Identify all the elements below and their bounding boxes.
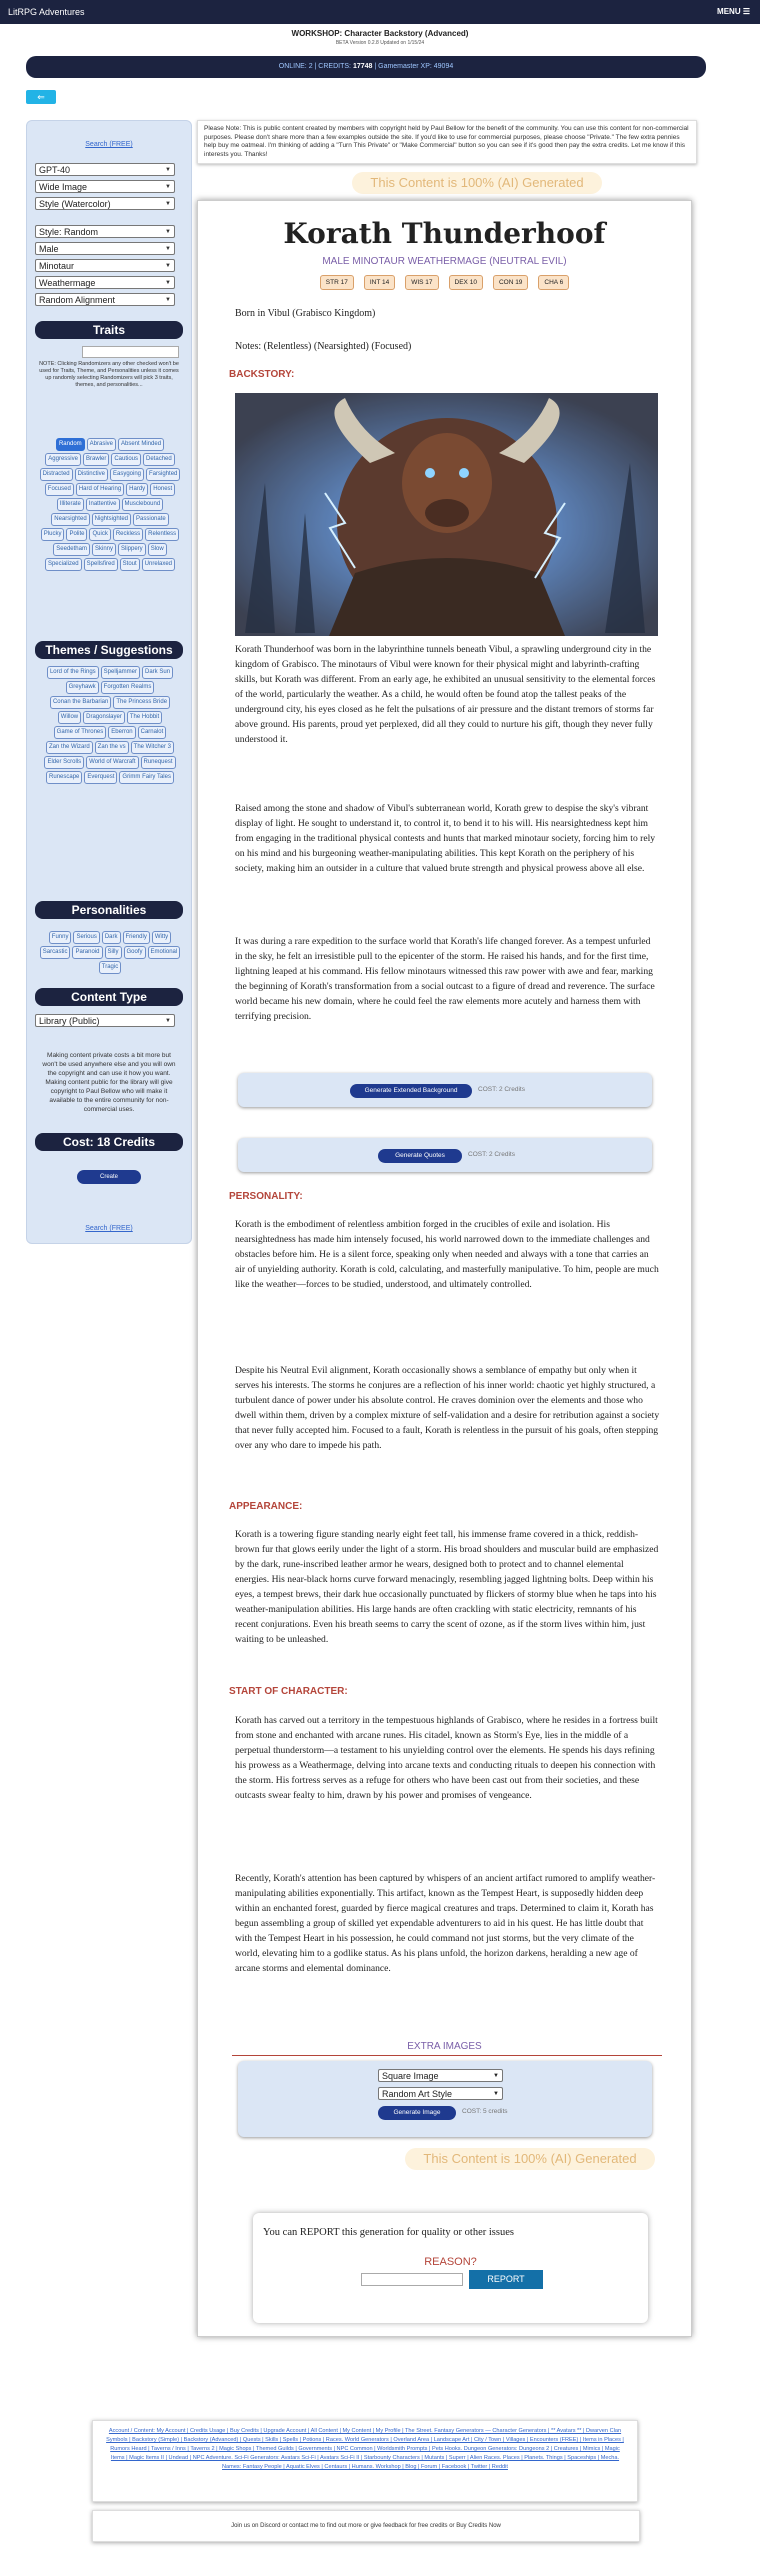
stats-row <box>198 275 691 290</box>
quotes-box <box>238 1138 652 1172</box>
stat-con: CON 19 <box>493 275 528 290</box>
character-notes: Notes: (Relentless) (Nearsighted) (Focused) <box>235 341 412 352</box>
trait-chip[interactable]: Quick <box>89 528 110 541</box>
theme-chip[interactable]: Runequest <box>141 756 176 769</box>
search-free-link[interactable]: Search (FREE) <box>85 141 133 148</box>
theme-chip[interactable]: The Witcher 3 <box>131 741 174 754</box>
theme-chip[interactable]: Willow <box>58 711 81 724</box>
trait-chip[interactable]: Aggressive <box>45 453 81 466</box>
theme-chip[interactable]: Carnalot <box>138 726 167 739</box>
personality-paragraph: Korath is the embodiment of relentless ambition forged in the crucibles of exile and isolation. His nearsightedness has made him intensely focused, his world narrowed down to the immediate challenges and obstacles before him. He is a silent force, speaking only when needed and always with a tone that carries an air of unyielding authority. Korath is cold, calculating, and masterfully manipulative. To him, people are much like the weather—forces to be studied, understood, and ultimately controlled. <box>235 1219 659 1290</box>
theme-chip[interactable]: Everquest <box>84 771 117 784</box>
content-type-select[interactable] <box>35 1014 175 1027</box>
create-button[interactable]: Create <box>77 1170 141 1184</box>
personality-chip[interactable]: Dark <box>102 931 121 944</box>
trait-chip[interactable]: Distracted <box>40 468 73 481</box>
extra-images-box <box>238 2061 652 2137</box>
report-panel <box>253 2213 648 2323</box>
personality-chip[interactable]: Paranoid <box>72 946 102 959</box>
chevron-down-icon: ▼ <box>493 2091 499 2097</box>
theme-chip[interactable]: The Hobbit <box>127 711 162 724</box>
theme-chip[interactable]: Game of Thrones <box>54 726 107 739</box>
character-name: Korath Thunderhoof <box>283 217 606 250</box>
birthplace: Born in Vibul (Grabisco Kingdom) <box>235 308 376 319</box>
cost-heading: Cost: 18 Credits <box>35 1133 183 1151</box>
quotes-cost: COST: 2 Credits <box>468 1151 515 1158</box>
footer-community-text[interactable]: Join us on Discord or contact me to find out more or give feedback for free credits or Buy Credits Now <box>231 2523 501 2529</box>
race-value: Minotaur <box>39 261 75 271</box>
themes-heading: Themes / Suggestions <box>35 641 183 659</box>
backstory-heading: BACKSTORY: <box>229 369 295 380</box>
character-portrait <box>235 393 658 636</box>
style-random-select[interactable] <box>35 225 175 238</box>
personality-chip[interactable]: Witty <box>152 931 171 944</box>
extended-background-box <box>238 1073 652 1107</box>
trait-chip[interactable]: Farsighted <box>146 468 180 481</box>
stat-dex: DEX 10 <box>449 275 483 290</box>
image-size-value: Wide Image <box>39 182 88 192</box>
art-style-value: Style (Watercolor) <box>39 199 111 209</box>
trait-chip[interactable]: Slippery <box>118 543 146 556</box>
personality-heading: PERSONALITY: <box>229 1191 303 1202</box>
trait-chip[interactable]: Relentless <box>145 528 179 541</box>
trait-chip[interactable]: Inattentive <box>86 498 120 511</box>
trait-chip[interactable]: Detached <box>143 453 175 466</box>
trait-chip[interactable]: Polite <box>66 528 87 541</box>
chevron-down-icon: ▼ <box>165 1018 171 1024</box>
theme-chip[interactable]: Greyhawk <box>66 681 99 694</box>
theme-chip[interactable]: The Princess Bride <box>113 696 170 709</box>
trait-chip[interactable]: Distinctive <box>75 468 108 481</box>
traits-custom-input[interactable] <box>82 346 179 358</box>
stat-str: STR 17 <box>320 275 354 290</box>
theme-chip[interactable]: Dragonslayer <box>83 711 125 724</box>
trait-chip[interactable]: Brawler <box>83 453 109 466</box>
trait-chip[interactable]: Plucky <box>41 528 65 541</box>
themes-list <box>39 666 181 784</box>
class-select[interactable] <box>35 276 175 289</box>
image-cost: COST: 5 credits <box>462 2108 508 2115</box>
search-free-link-bottom[interactable]: Search (FREE) <box>85 1225 133 1232</box>
extra-art-style-value: Random Art Style <box>382 2089 453 2099</box>
trait-chip[interactable]: Specialized <box>45 558 82 571</box>
footer-links <box>92 2420 638 2502</box>
trait-chip[interactable]: Unrelaxed <box>142 558 175 571</box>
personality-chip[interactable]: Sarcastic <box>40 946 71 959</box>
trait-chip[interactable]: Illiterate <box>57 498 84 511</box>
theme-chip[interactable]: Zan the Wizard <box>46 741 93 754</box>
chevron-down-icon: ▼ <box>165 246 171 252</box>
trait-chip[interactable]: Random <box>56 438 85 451</box>
background-cost: COST: 2 Credits <box>478 1086 525 1093</box>
theme-chip[interactable]: Eberron <box>108 726 135 739</box>
trait-chip[interactable]: Passionate <box>133 513 169 526</box>
workshop-version: BETA Version 0.2.8 Updated on 1/15/24 <box>335 40 425 46</box>
appearance-paragraph: Korath is a towering figure standing nearly eight feet tall, his immense frame covered in a thick, reddish-brown fur that glows eerily under the light of a storm. His broad shoulders and muscular build are emphasized by the dark, rune-inscribed leather armor he wears, designed both to protect and to channel elemental energies. His near-black horns curve forward menacingly, resembling jagged lightning bolts. Deep within his eyes, a tempest brews, their dark hue occasionally punctuated by flickers of stormy blue when he taps into his weather-manipulation abilities. His large hands are often crackling with static electricity, remnants of his recent conjurations. Even his breath seems to carry the scent of ozone, as if the storm lives within him, just waiting to be unleashed. <box>235 1529 659 1645</box>
gender-select[interactable] <box>35 242 175 255</box>
chevron-down-icon: ▼ <box>165 167 171 173</box>
sidebar <box>26 120 192 1244</box>
personality-chip[interactable]: Goofy <box>124 946 146 959</box>
trait-chip[interactable]: Musclebound <box>122 498 164 511</box>
back-button[interactable]: ⇐ <box>26 90 56 104</box>
extra-images-divider <box>232 2055 662 2056</box>
chevron-down-icon: ▼ <box>165 263 171 269</box>
style-random-value: Style: Random <box>39 227 99 237</box>
status-bar <box>26 56 706 78</box>
generate-background-button[interactable]: Generate Extended Background <box>350 1084 472 1098</box>
start-heading: START OF CHARACTER: <box>229 1686 348 1697</box>
personality-chip[interactable]: Silly <box>105 946 122 959</box>
generate-quotes-button[interactable]: Generate Quotes <box>378 1149 462 1163</box>
footer-site-links[interactable]: Account / Content: My Account | Credits Usage | Buy Credits | Upgrade Account | All Content | My Content | My Profile | The Street. Fantasy Generators — Character Generators | ** Avatars ** | Dwarven Clan Symbols | Backstory (Simple) | Backstory (Advanced) | Quests | Skills | Spells | Potions | Races. World Generators | Overland Area | Landscape Art | City / Town | Villages | Encounters (FREE) | Items in Places | Rumors Heard | Taverns / Inns | Taverns 2 | Magic Shops | Themed Guilds | Governments | NPC Common | Worldsmith Prompts | Pets Hooks. Dungeon Generators: Dungeons 2 | Creatures | Mimics | Magic Items | Magic Items II | Undead | NPC Adventure. Sci-Fi Generators: Avatars Sci-Fi | Avatars Sci-Fi II | Starbounty Characters | Mutants | Superr | Alien Races. Places | Planets. Things | Spaceships | Mecha. Names: Fantasy People | Aquatic Elves | Centaurs | Humans. Workshop | Blog | Forum | Facebook | Twitter | Reddit <box>106 2428 624 2470</box>
stat-wis: WIS 17 <box>405 275 438 290</box>
model-select-value: GPT-40 <box>39 165 71 175</box>
backstory-paragraph: Raised among the stone and shadow of Vibul's subterranean world, Korath grew to despise the sky's vibrant display of light. He sought to understand it, to control it, to bend it to his will. His nearsightedness kept him from engaging in the traditional physical contests and hunts that marked minotaur society, forcing him to rely on his mind and his burgeoning weather-manipulating abilities. This kept Korath on the periphery of his society, making him an outsider in a culture that valued brute strength and physical prowess above all else. <box>235 803 656 874</box>
start-paragraph: Korath has carved out a territory in the tempestuous highlands of Grabisco, where he resides in a fortress built from stone and enchanted with arcane runes. His citadel, known as Storm's Eye, lies in the middle of a perpetual thunderstorm—a testament to his unyielding control over the elements. He spends his days refining his prowess as a Weathermage, delving into arcane texts and conducting rituals to deepen his connection with the storm. His fortress serves as a refuge for others who have been cast out from their societies, and these outcasts swear fealty to him, drawn by his power and promises of vengeance. <box>235 1715 658 1801</box>
character-subtitle: MALE MINOTAUR WEATHERMAGE (NEUTRAL EVIL) <box>322 256 567 267</box>
ai-generated-badge: This Content is 100% (AI) Generated <box>352 172 602 194</box>
trait-chip[interactable]: Hard of Hearing <box>76 483 124 496</box>
extra-image-size-value: Square Image <box>382 2071 439 2081</box>
traits-heading: Traits <box>35 321 183 339</box>
chevron-down-icon: ▼ <box>165 184 171 190</box>
theme-chip[interactable]: Spelljammer <box>101 666 140 679</box>
workshop-title: WORKSHOP: Character Backstory (Advanced) <box>291 29 469 38</box>
trait-chip[interactable]: Spellsfired <box>84 558 118 571</box>
race-select[interactable] <box>35 259 175 272</box>
personality-paragraph: Despite his Neutral Evil alignment, Korath occasionally shows a semblance of empathy but only when it serves his interests. The storms he conjures are a reflection of his inner world: chaotic yet highly structured, a turbulent dance of power under his absolute control. He craves dominion over the elements and those who dwell within them, driven by a complex mixture of self-validation and a desire for retribution against a society that never fully accepted him. Focused to a fault, Korath is relentless in the pursuit of his goals, often stepping over any who dare to impede his path. <box>235 1365 660 1451</box>
stat-int: INT 14 <box>364 275 395 290</box>
site-brand[interactable]: LitRPG Adventures <box>8 7 85 17</box>
alignment-value: Random Alignment <box>39 295 116 305</box>
theme-chip[interactable]: Dark Sun <box>142 666 173 679</box>
theme-chip[interactable]: Runescape <box>46 771 82 784</box>
question-icon: ? <box>470 2256 477 2268</box>
trait-chip[interactable]: Stout <box>120 558 140 571</box>
content-type-note: Making content private costs a bit more but won't be used anywhere else and you will own the copyright and can use it how you want. Making content public for the library will give copyright to Paul Bellow who will make it available to the entire community for non-commercial uses. <box>42 1052 176 1113</box>
appearance-heading: APPEARANCE: <box>229 1501 303 1512</box>
character-card <box>197 200 692 2337</box>
reason-label-text: REASON <box>424 2256 471 2268</box>
personality-chip[interactable]: Tragic <box>99 961 121 974</box>
theme-chip[interactable]: Elder Scrolls <box>44 756 84 769</box>
xp-label: | Gamemaster XP: <box>374 63 432 70</box>
theme-chip[interactable]: Grimm Fairy Tales <box>119 771 174 784</box>
traits-note: NOTE: Clicking Randomizers any other checked won't be used for Traits, Theme, and Personalities unless it comes up randomly selecting Randomizers will pick 3 traits, themes, and personalities... <box>39 361 179 388</box>
art-style-select[interactable] <box>35 197 175 210</box>
trait-chip[interactable]: Focused <box>45 483 74 496</box>
trait-chip[interactable]: Hardy <box>126 483 148 496</box>
class-value: Weathermage <box>39 278 96 288</box>
footer-community <box>92 2510 640 2542</box>
trait-chip[interactable]: Nightsighted <box>92 513 131 526</box>
personality-chip[interactable]: Friendly <box>123 931 150 944</box>
theme-chip[interactable]: Zan the vs <box>95 741 129 754</box>
trait-chip[interactable]: Slow <box>148 543 167 556</box>
model-select[interactable] <box>35 163 175 176</box>
theme-chip[interactable]: Conan the Barbarian <box>50 696 111 709</box>
trait-chip[interactable]: Easygoing <box>110 468 144 481</box>
trait-chip[interactable]: Seedetham <box>53 543 90 556</box>
chevron-down-icon: ▼ <box>165 201 171 207</box>
image-size-select[interactable] <box>35 180 175 193</box>
backstory-paragraph: Korath Thunderhoof was born in the labyrinthine tunnels beneath Vibul, a sprawling underground city in the kingdom of Grabisco. The minotaurs of Vibul were known for their physical might and labyrinth-crafting skills, but Korath was different. From an early age, he exhibited an unusual sensitivity to the elemental forces of the world, particularly the weather. As a child, he would often be found atop the tallest peaks of the underground city, his eyes closed as he felt the pulsations of air pressure and the distant tremors of storms far above ground. His parents, proud yet perplexed, did all they could to nurture his gift, though they never fully understood it. <box>235 644 656 745</box>
top-navbar <box>0 0 760 24</box>
reason-input[interactable] <box>361 2273 463 2286</box>
ai-generated-badge-bottom: This Content is 100% (AI) Generated <box>405 2148 655 2170</box>
extra-image-size-select[interactable] <box>378 2069 503 2082</box>
credits-value: 17748 <box>352 63 373 70</box>
trait-chip[interactable]: Absent Minded <box>118 438 164 451</box>
personalities-heading: Personalities <box>35 901 183 919</box>
personality-chip[interactable]: Funny <box>49 931 72 944</box>
backstory-paragraph: It was during a rare expedition to the surface world that Korath's life changed forever. As a tempest unfurled in the sky, he felt an irresistible pull to the epicenter of the storm. He raised his hands, and for the first time, lightning leaped at his command. His fellow minotaurs witnessed this raw power with awe and fear, marking the beginning of Korath's transformation from a social outcast to a figure of dread and reverence. The surface world became his new domain, where he could feel the raw elements more acutely and harness them with terrifying precision. <box>235 936 655 1022</box>
xp-value: 49094 <box>433 63 454 70</box>
chevron-down-icon: ▼ <box>165 280 171 286</box>
report-button[interactable]: REPORT <box>469 2270 543 2289</box>
online-label: ONLINE: 2 | CREDITS: <box>278 63 351 70</box>
personality-chip[interactable]: Emotional <box>148 946 181 959</box>
chevron-down-icon: ▼ <box>493 2073 499 2079</box>
trait-chip[interactable]: Nearsighted <box>51 513 89 526</box>
menu-button[interactable]: MENU ☰ <box>717 7 750 16</box>
traits-list <box>39 438 181 571</box>
extra-images-title: EXTRA IMAGES <box>407 2041 482 2052</box>
extra-art-style-select[interactable] <box>378 2087 503 2100</box>
report-prompt: You can REPORT this generation for quality or other issues <box>263 2227 514 2238</box>
start-paragraph: Recently, Korath's attention has been captured by whispers of an ancient artifact rumored to amplify weather-manipulating abilities exponentially. This artifact, known as the Tempest Heart, is supposedly hidden deep within an enchanted forest, guarded by fierce magical creatures and traps. Determined to claim it, Korath has begun assembling a group of skilled yet expendable adventurers to aid in his quest. He has little doubt that with the Tempest Heart in his possession, he could command not just storms, but the very climate of the world, elevating him to a godlike status. As his plans unfold, the horizon darkens, heralding a new age of arcane storms and elemental dominance. <box>235 1873 656 1974</box>
theme-chip[interactable]: World of Warcraft <box>86 756 138 769</box>
chevron-down-icon: ▼ <box>165 229 171 235</box>
content-type-heading: Content Type <box>35 988 183 1006</box>
trait-chip[interactable]: Reckless <box>113 528 143 541</box>
stat-cha: CHA 6 <box>538 275 569 290</box>
personality-chip[interactable]: Serious <box>73 931 99 944</box>
alignment-select[interactable] <box>35 293 175 306</box>
personalities-list <box>39 931 181 974</box>
generate-image-button[interactable]: Generate Image <box>378 2106 456 2120</box>
theme-chip[interactable]: Lord of the Rings <box>47 666 99 679</box>
trait-chip[interactable]: Cautious <box>111 453 141 466</box>
copyright-notice: Please Note: This is public content created by members with copyright held by Paul Bellow for the benefit of the community. You can use this content for non-commercial purposes. Please don't share more than a few examples outside the site. If you'd like to use for commercial purposes, please choose "Private." The few extra pennies help buy me oatmeal. I'm thinking of adding a "Turn This Private" or "Make Commercial" button so you can see if it's good then pay the extra credits. Let me know if this interests you. Thanks! <box>197 120 697 164</box>
trait-chip[interactable]: Abrasive <box>87 438 116 451</box>
chevron-down-icon: ▼ <box>165 297 171 303</box>
gender-value: Male <box>39 244 59 254</box>
reason-label <box>253 2256 648 2268</box>
trait-chip[interactable]: Honest <box>150 483 175 496</box>
trait-chip[interactable]: Skinny <box>92 543 116 556</box>
theme-chip[interactable]: Forgotten Realms <box>101 681 155 694</box>
content-type-value: Library (Public) <box>39 1016 100 1026</box>
